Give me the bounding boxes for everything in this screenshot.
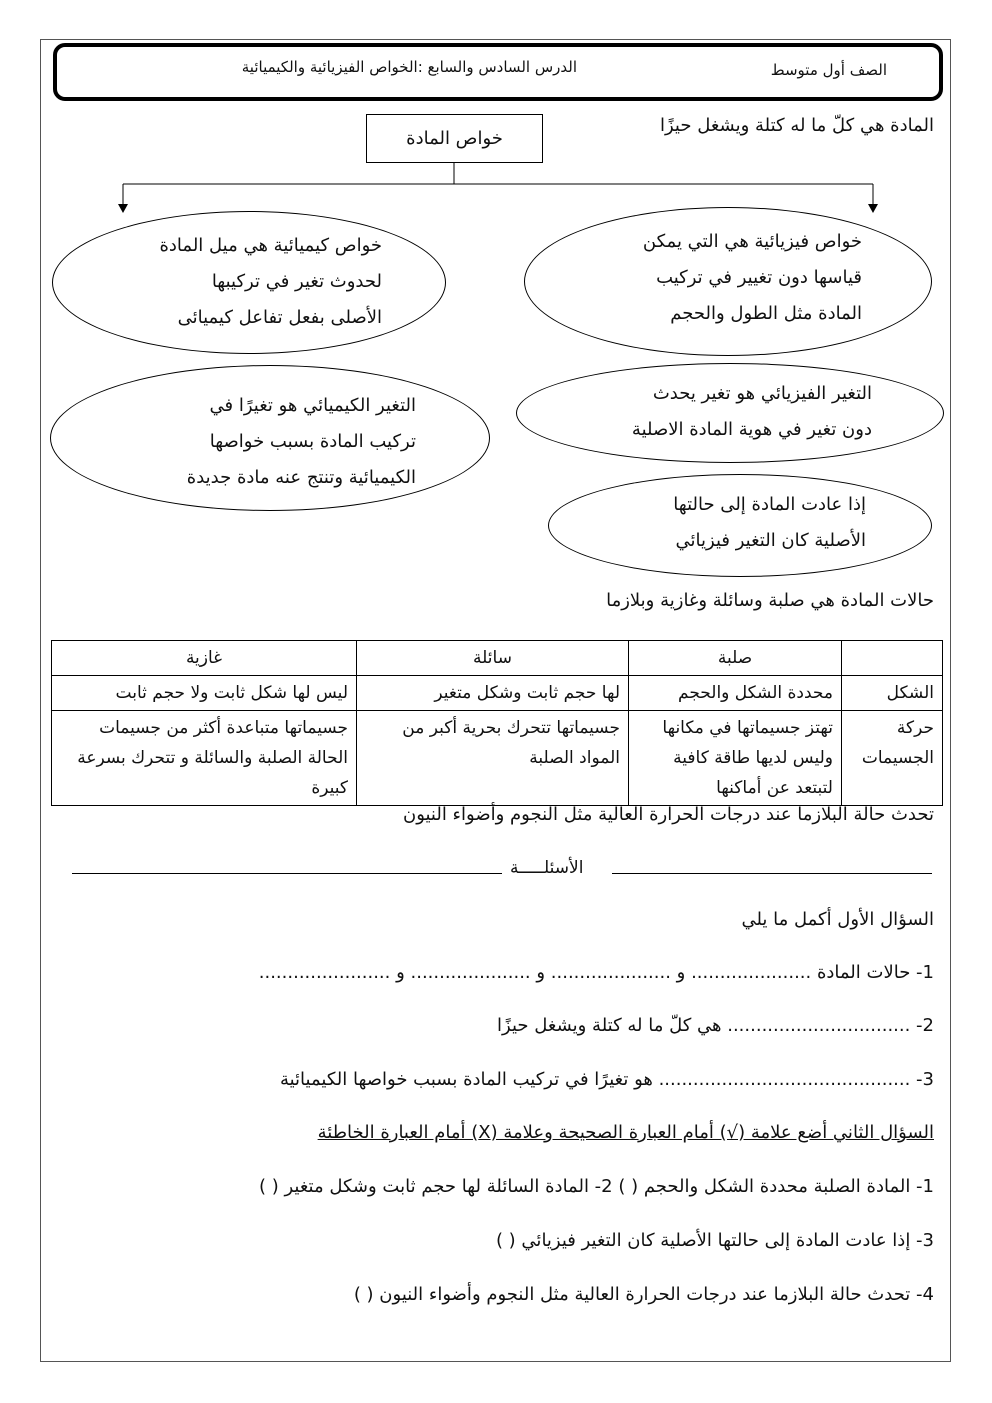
physical-properties-line-3: المادة مثل الطول والحجم <box>670 303 862 324</box>
table-cell: جسيماتها متباعدة أكثر من جسيمات الحالة الصلبة والسائلة و تتحرك بسرعة كبيرة <box>52 711 357 806</box>
q1-item-1: 1- حالات المادة ..................... و ..................... و ..................... و ....................... <box>258 962 934 983</box>
table-cell: لها حجم ثابت وشكل متغير <box>357 676 629 711</box>
table-cell: محددة الشكل والحجم <box>629 676 842 711</box>
table-header-cell: سائلة <box>357 641 629 676</box>
lesson-title: الدرس السادس والسابع :الخواص الفيزيائية والكيميائية <box>241 58 577 76</box>
table-row <box>52 711 943 806</box>
chemical-change-line-2: تركيب المادة بسبب خواصها <box>209 431 416 452</box>
chemical-properties-line-2: لحدوث تغير في تركيبها <box>211 271 382 292</box>
table-header-cell <box>842 641 943 676</box>
chemical-properties-text <box>159 228 382 336</box>
return-note-line-1: إذا عادت المادة إلى حالتها <box>673 494 866 515</box>
grade-label: الصف أول متوسط <box>770 61 887 79</box>
diagram-root-label: خواص المادة <box>406 128 503 149</box>
chemical-properties-line-1: خواص كيميائية هي ميل المادة <box>159 235 382 256</box>
q2-item-2: 3- إذا عادت المادة إلى حالتها الأصلية كان التغير فيزيائي ( ) <box>495 1230 934 1251</box>
chemical-properties-line-3: الأصلى بفعل تفاعل كيميائى <box>177 307 382 328</box>
physical-change-line-2: دون تغير في هوية المادة الاصلية <box>631 419 872 440</box>
table-cell: ليس لها شكل ثابت ولا حجم ثابت <box>52 676 357 711</box>
q2-title: السؤال الثاني أضع علامة (√) أمام العبارة الصحيحة وعلامة (X) أمام العبارة الخاطئة <box>317 1122 934 1143</box>
physical-change-text <box>632 376 872 448</box>
divider-left <box>72 873 502 874</box>
chemical-change-text <box>187 388 416 496</box>
table-header-row <box>52 641 943 676</box>
table-cell: حركة الجسيمات <box>842 711 943 806</box>
divider-right <box>612 873 932 874</box>
matter-definition: المادة هي كلّ ما له كتلة ويشغل حيزًا <box>659 115 934 136</box>
q1-title: السؤال الأول أكمل ما يلي <box>741 909 934 930</box>
physical-properties-text <box>643 224 862 332</box>
table-header-cell: غازية <box>52 641 357 676</box>
chemical-change-line-1: التغير الكيميائي هو تغيرًا في <box>209 395 416 416</box>
q1-item-2: 2- ................................ هي كلّ ما له كتلة ويشغل حيزًا <box>497 1015 934 1036</box>
chemical-change-line-3: الكيميائية وتنتج عنه مادة جديدة <box>186 467 416 488</box>
plasma-note: تحدث حالة البلازما عند درجات الحرارة العالية مثل النجوم وأضواء النيون <box>402 804 934 825</box>
states-intro: حالات المادة هي صلبة وسائلة وغازية وبلازما <box>606 590 934 611</box>
table-cell: الشكل <box>842 676 943 711</box>
table-cell: جسيماتها تتحرك بحرية أكبر من المواد الصلبة <box>357 711 629 806</box>
table-row <box>52 676 943 711</box>
q2-item-3: 4- تحدث حالة البلازما عند درجات الحرارة العالية مثل النجوم وأضواء النيون ( ) <box>353 1284 934 1305</box>
table-cell: تهتز جسيماتها في مكانها وليس لديها طاقة كافية لتبتعد عن أماكنها <box>629 711 842 806</box>
physical-change-line-1: التغير الفيزيائي هو تغير يحدث <box>652 383 872 404</box>
q1-item-3: 3- ............................................ هو تغيرًا في تركيب المادة بسبب خواصها الكيميائية <box>279 1069 934 1090</box>
states-table <box>51 640 943 806</box>
questions-title: الأسئلـــــة <box>510 858 584 878</box>
table-header-cell: صلبة <box>629 641 842 676</box>
q2-item-1: 1- المادة الصلبة محددة الشكل والحجم ( ) 2- المادة السائلة لها حجم ثابت وشكل متغير ( ) <box>259 1176 934 1197</box>
physical-properties-line-2: قياسها دون تغيير في تركيب <box>656 267 862 288</box>
physical-properties-line-1: خواص فيزيائية هي التي يمكن <box>642 231 862 252</box>
return-note-text <box>673 487 866 559</box>
return-note-line-2: الأصلية كان التغير فيزيائي <box>675 530 866 551</box>
